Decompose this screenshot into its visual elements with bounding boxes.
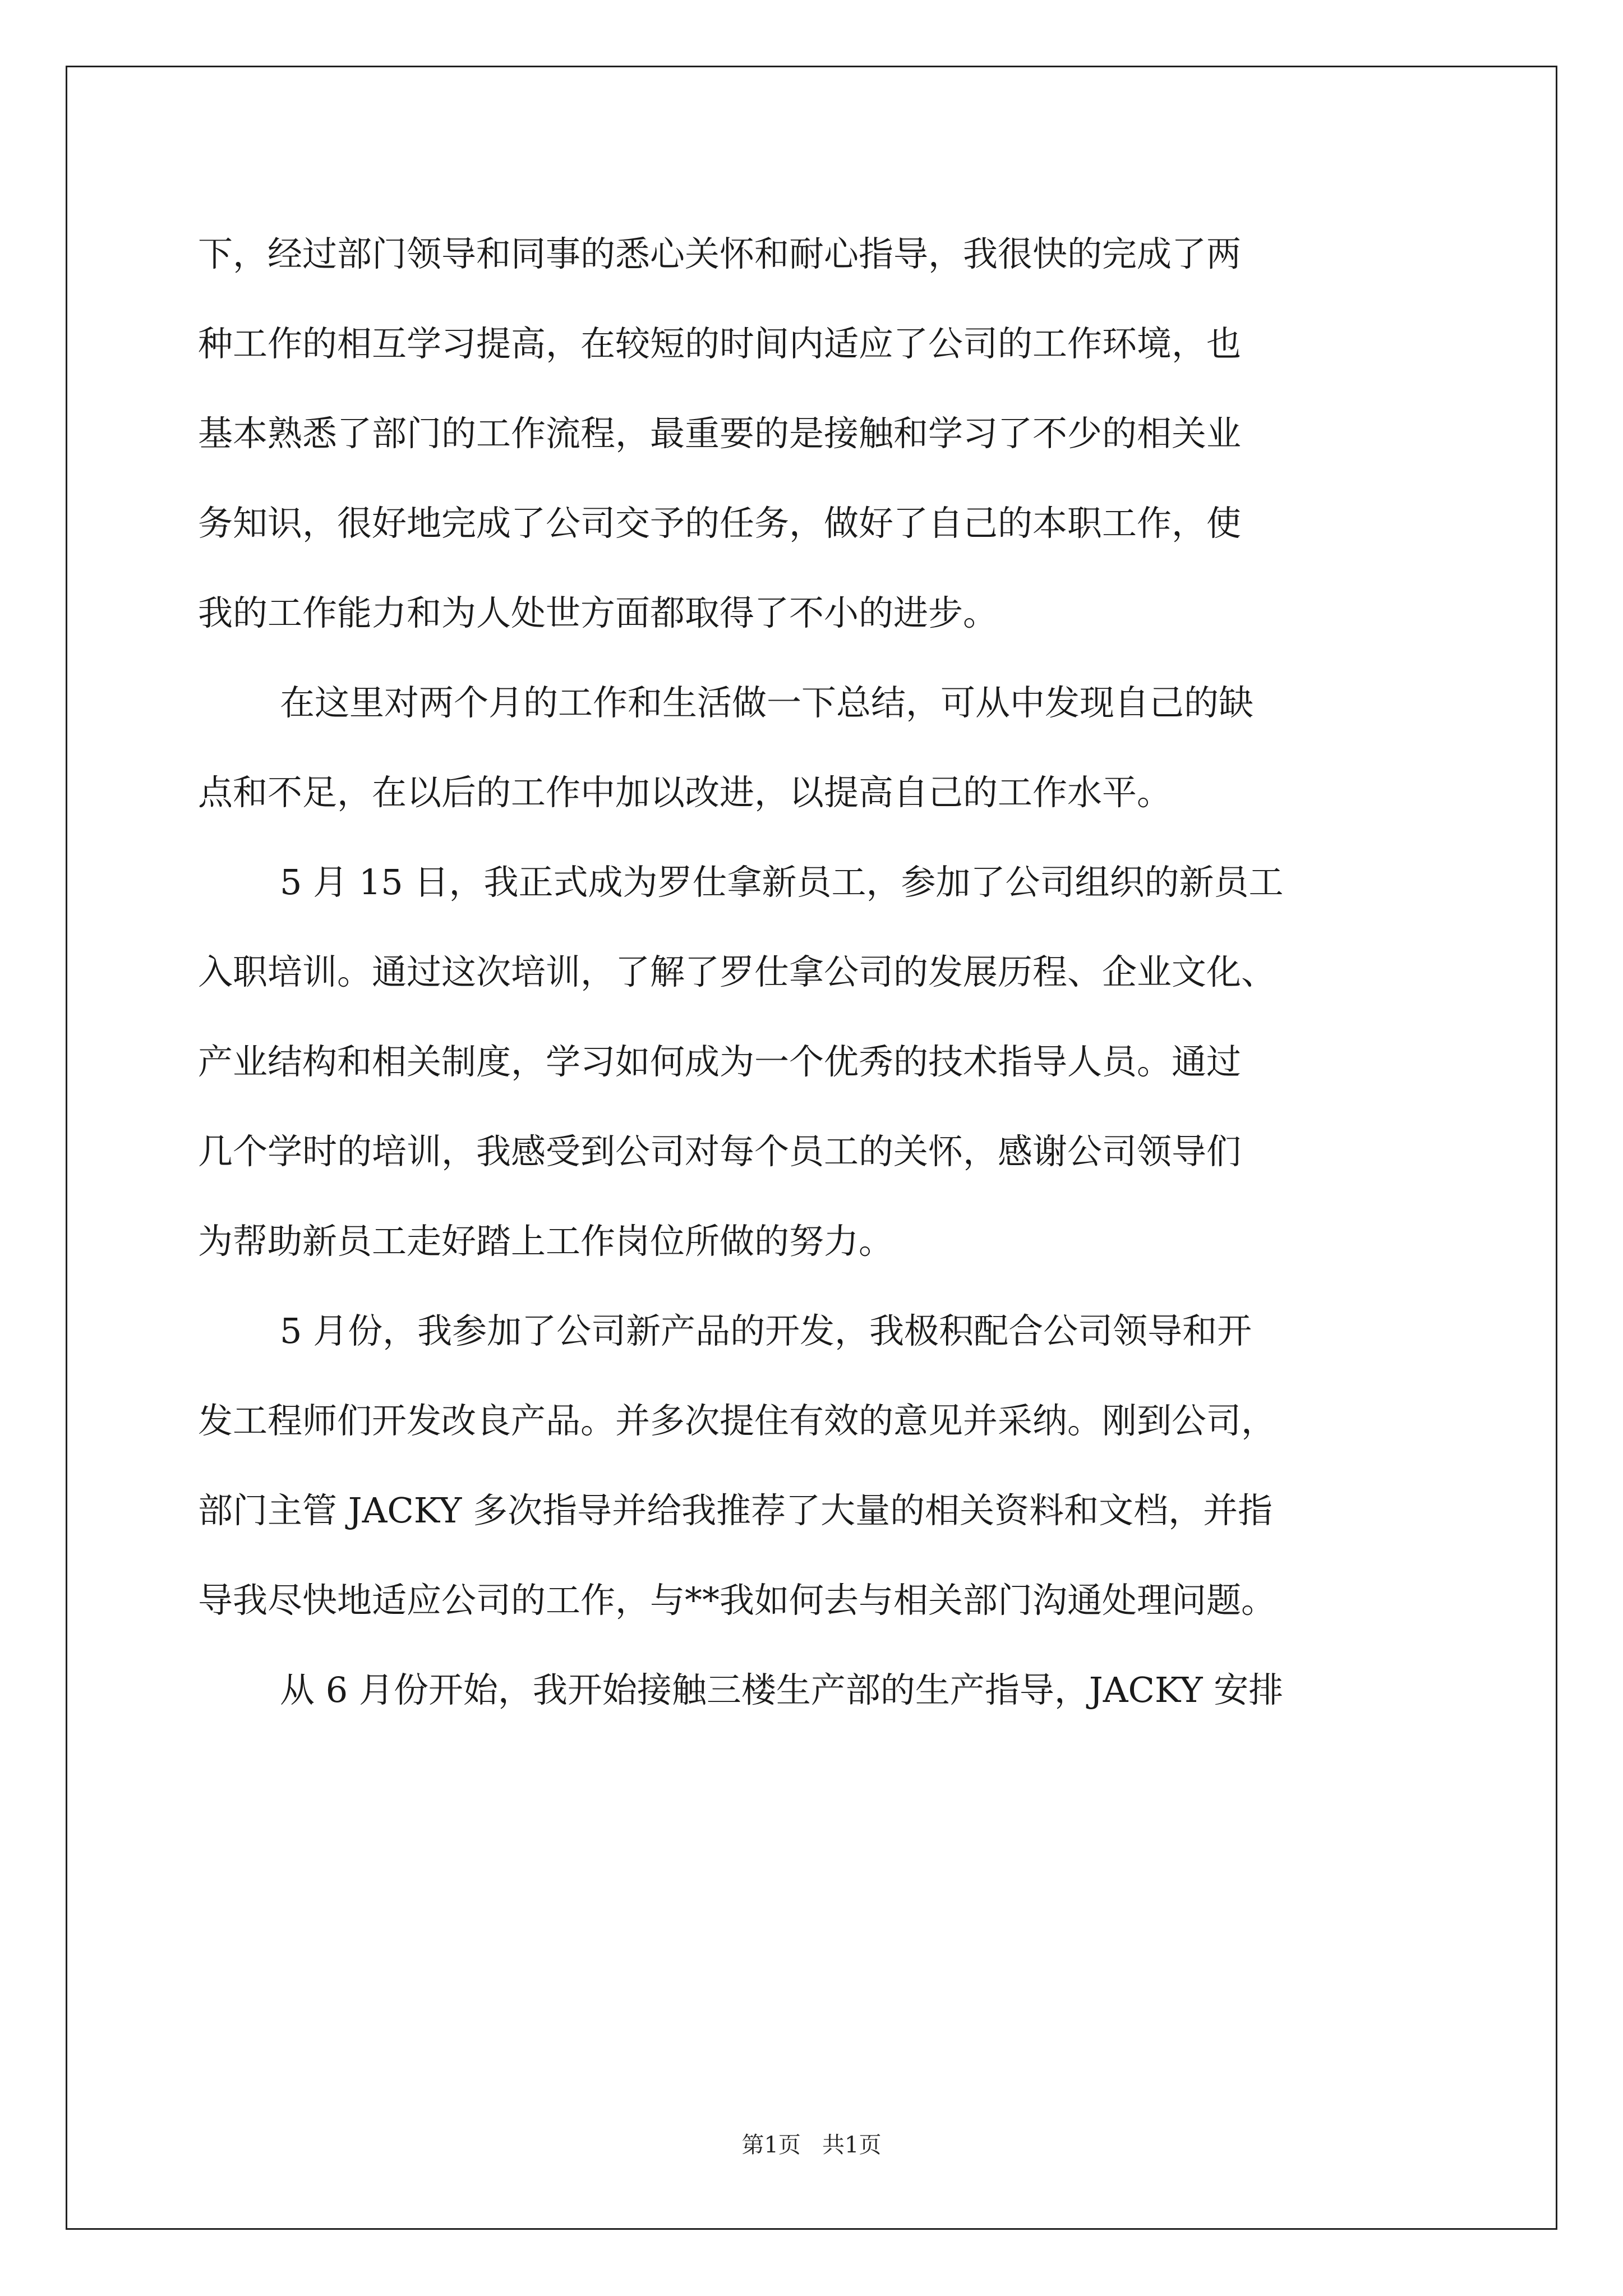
text-line: 在这里对两个月的工作和生活做一下总结，可从中发现自己的缺	[280, 682, 1254, 723]
text-line: 从 6 月份开始，我开始接触三楼生产部的生产指导，JACKY 安排	[280, 1669, 1284, 1710]
text-line: 产业结构和相关制度，学习如何成为一个优秀的技术指导人员。通过	[198, 1041, 1242, 1082]
text-line: 下，经过部门领导和同事的悉心关怀和耐心指导，我很快的完成了两	[198, 233, 1242, 274]
text-line: 为帮助新员工走好踏上工作岗位所做的努力。	[198, 1221, 894, 1262]
page-footer: 第1页 共1页	[741, 2132, 882, 2158]
text-line: 我的工作能力和为人处世方面都取得了不小的进步。	[198, 592, 998, 633]
text-line: 5 月 15 日，我正式成为罗仕拿新员工，参加了公司组织的新员工	[280, 862, 1284, 903]
text-line: 5 月份，我参加了公司新产品的开发，我极积配合公司领导和开	[280, 1310, 1252, 1351]
text-line: 种工作的相互学习提高，在较短的时间内适应了公司的工作环境，也	[198, 323, 1242, 364]
text-line: 务知识，很好地完成了公司交予的任务，做好了自己的本职工作，使	[198, 503, 1242, 544]
text-line: 几个学时的培训，我感受到公司对每个员工的关怀，感谢公司领导们	[198, 1131, 1242, 1172]
document-body	[198, 209, 1449, 1735]
text-line: 部门主管 JACKY 多次指导并给我推荐了大量的相关资料和文档，并指	[198, 1490, 1273, 1531]
text-line: 入职培训。通过这次培训，了解了罗仕拿公司的发展历程、企业文化、	[198, 951, 1276, 992]
text-line: 点和不足，在以后的工作中加以改进，以提高自己的工作水平。	[198, 772, 1172, 813]
text-line: 发工程师们开发改良产品。并多次提住有效的意见并采纳。刚到公司，	[198, 1400, 1276, 1441]
text-line: 导我尽快地适应公司的工作，与**我如何去与相关部门沟通处理问题。	[198, 1580, 1276, 1621]
text-line: 基本熟悉了部门的工作流程，最重要的是接触和学习了不少的相关业	[198, 413, 1242, 454]
